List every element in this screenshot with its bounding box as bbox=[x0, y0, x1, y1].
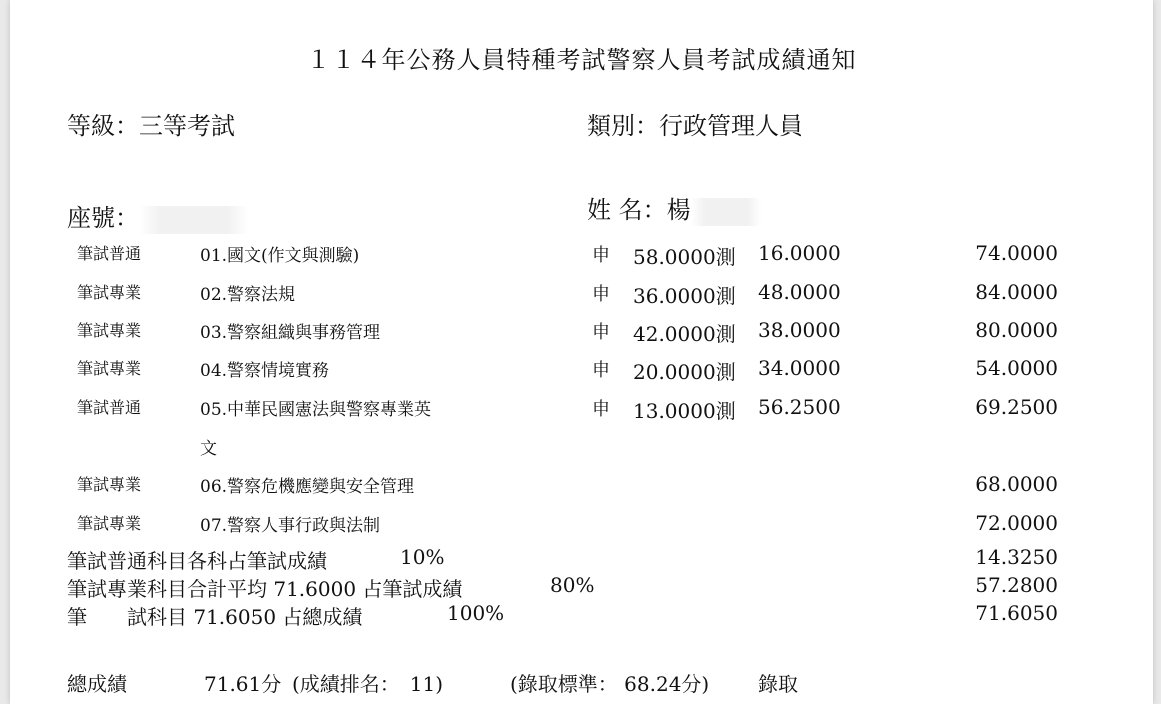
subject-row bbox=[10, 472, 1153, 498]
summary-label: 筆試專業科目合計平均 71.6000 占筆試成績 bbox=[67, 577, 463, 601]
subject-row bbox=[10, 356, 1153, 382]
subject-total: 69.2500 bbox=[975, 395, 1058, 419]
test-score: 38.0000 bbox=[758, 318, 841, 342]
subject-total: 68.0000 bbox=[975, 472, 1058, 496]
summary-line bbox=[10, 545, 1153, 571]
subject-type: 筆試專業 bbox=[77, 321, 142, 340]
summary-value: 14.3250 bbox=[975, 545, 1058, 569]
subject-total: 54.0000 bbox=[975, 356, 1058, 380]
final-rank: (成績排名： 11) bbox=[292, 672, 444, 696]
subject-name: 02.警察法規 bbox=[200, 285, 296, 305]
exam-level: 等級：三等考試 bbox=[67, 112, 235, 140]
candidate-name-field bbox=[587, 190, 761, 226]
redacted-name bbox=[691, 198, 761, 226]
subject-total: 72.0000 bbox=[975, 511, 1058, 535]
essay-mark: 申 bbox=[592, 245, 610, 266]
test-score: 48.0000 bbox=[758, 280, 841, 304]
summary-label: 筆試普通科目各科占筆試成績 bbox=[67, 549, 327, 573]
essay-mark: 申 bbox=[592, 322, 610, 343]
candidate-name-label: 姓 名：楊 bbox=[587, 196, 691, 224]
test-score: 56.2500 bbox=[758, 395, 841, 419]
score-notice-page bbox=[10, 0, 1153, 704]
subject-row bbox=[10, 318, 1153, 344]
exam-category: 類別：行政管理人員 bbox=[587, 112, 803, 140]
summary-percent: 10% bbox=[400, 545, 445, 569]
subject-name: 05.中華民國憲法與警察專業英 bbox=[200, 400, 432, 420]
subject-name-continuation bbox=[10, 434, 1153, 460]
test-score: 16.0000 bbox=[758, 241, 841, 265]
subject-row bbox=[10, 241, 1153, 267]
admission-standard: (錄取標準： 68.24分) bbox=[510, 672, 710, 696]
summary-line bbox=[10, 601, 1153, 627]
essay-mark: 申 bbox=[592, 284, 610, 305]
essay-score: 58.0000測 bbox=[633, 245, 736, 269]
subject-type: 筆試專業 bbox=[77, 475, 142, 494]
subject-row bbox=[10, 280, 1153, 306]
admission-result: 錄取 bbox=[758, 672, 798, 696]
subject-total: 74.0000 bbox=[975, 241, 1058, 265]
subject-row bbox=[10, 395, 1153, 421]
summary-label: 筆 試科目 71.6050 占總成績 bbox=[67, 605, 363, 629]
subject-name: 04.警察情境實務 bbox=[200, 361, 330, 381]
subject-row bbox=[10, 511, 1153, 537]
essay-mark: 申 bbox=[592, 360, 610, 381]
document-title: １１４年公務人員特種考試警察人員考試成績通知 bbox=[306, 46, 857, 74]
seat-number-label: 座號： bbox=[67, 204, 139, 232]
subject-total: 84.0000 bbox=[975, 280, 1058, 304]
final-result-line bbox=[10, 668, 1153, 696]
subject-total: 80.0000 bbox=[975, 318, 1058, 342]
summary-percent: 100% bbox=[447, 601, 505, 625]
summary-line bbox=[10, 573, 1153, 599]
subject-name: 07.警察人事行政與法制 bbox=[200, 516, 381, 536]
summary-value: 57.2800 bbox=[975, 573, 1058, 597]
test-score: 34.0000 bbox=[758, 356, 841, 380]
essay-score: 42.0000測 bbox=[633, 322, 736, 346]
final-score: 71.61分 bbox=[204, 672, 282, 696]
subject-name-cont: 文 bbox=[200, 439, 217, 459]
subject-type: 筆試專業 bbox=[77, 283, 142, 302]
subject-type: 筆試專業 bbox=[77, 359, 142, 378]
subject-name: 01.國文(作文與測驗) bbox=[200, 246, 360, 266]
seat-number-field bbox=[67, 198, 249, 234]
summary-percent: 80% bbox=[550, 573, 595, 597]
summary-value: 71.6050 bbox=[975, 601, 1058, 625]
essay-mark: 申 bbox=[592, 399, 610, 420]
subject-name: 03.警察組織與事務管理 bbox=[200, 323, 381, 343]
essay-score: 20.0000測 bbox=[633, 360, 736, 384]
subject-type: 筆試普通 bbox=[77, 244, 142, 263]
subject-type: 筆試普通 bbox=[77, 398, 142, 417]
redacted-seat-number bbox=[139, 206, 249, 234]
subject-type: 筆試專業 bbox=[77, 514, 142, 533]
final-label: 總成績 bbox=[67, 672, 127, 696]
essay-score: 13.0000測 bbox=[633, 399, 736, 423]
essay-score: 36.0000測 bbox=[633, 284, 736, 308]
subject-name: 06.警察危機應變與安全管理 bbox=[200, 477, 415, 497]
